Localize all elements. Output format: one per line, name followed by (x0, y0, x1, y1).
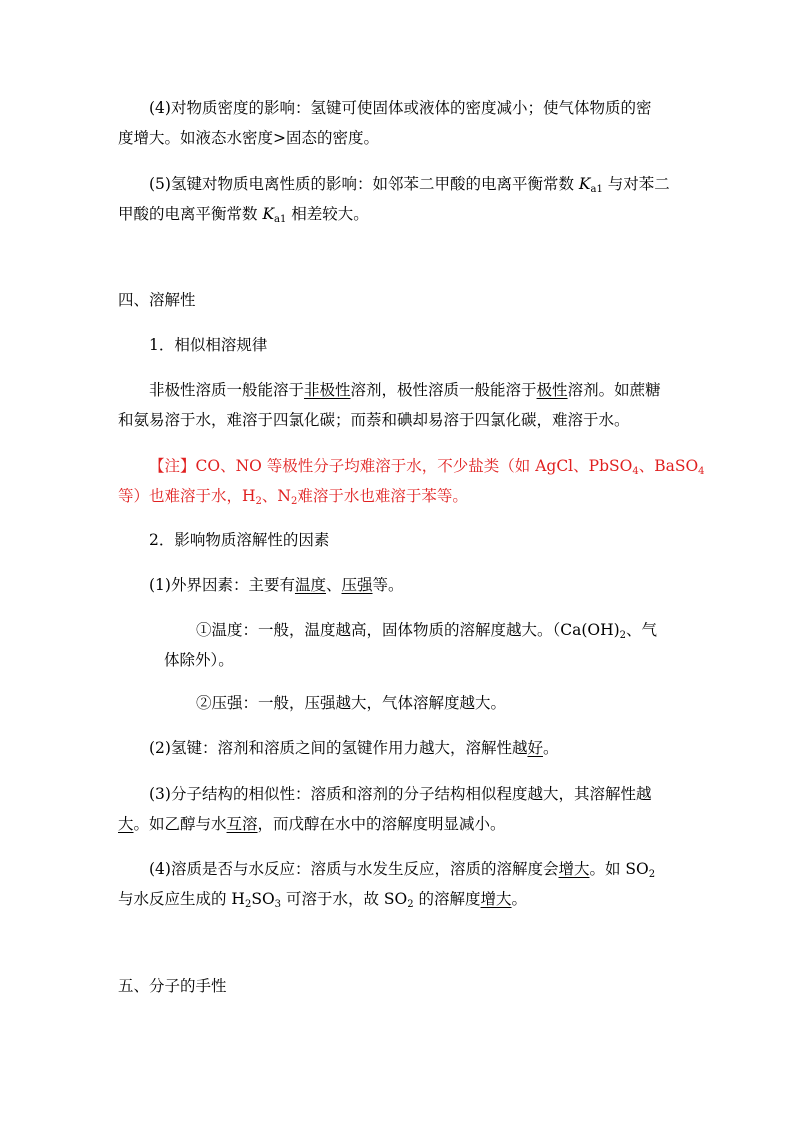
factor-structure-line2 (118, 814, 506, 834)
underlined-answer: 增大 (558, 860, 590, 878)
underlined-answer: 好 (527, 739, 543, 757)
heading-text: 四、溶解性 (118, 291, 196, 309)
heading-text: 2．影响物质溶解性的因素 (149, 531, 330, 549)
underlined-answer: 增大 (480, 890, 512, 908)
subheading-like-dissolves-like (149, 335, 267, 355)
subscript: 2 (255, 496, 262, 507)
text: 等）也难溶于水，H (118, 487, 256, 505)
text: 、气 (626, 621, 658, 639)
text: 、BaSO (638, 457, 699, 475)
paragraph-density-line2 (118, 128, 379, 148)
text: (4)溶质是否与水反应：溶质与水发生反应，溶质的溶解度会 (149, 860, 559, 878)
subscript: 2 (290, 496, 298, 507)
text: ①温度：一般，温度越高，固体物质的溶解度越大。（Ca(OH) (196, 621, 620, 639)
note-tag: 【注】 (149, 457, 196, 475)
text: 非极性溶质一般能溶于 (149, 381, 305, 399)
text: CO、NO 等极性分子均难溶于水，不少盐类（如 AgCl、PbSO (195, 457, 633, 475)
constant-symbol: K (262, 205, 275, 223)
underlined-answer: 大 (118, 815, 134, 833)
subscript: 2 (407, 899, 414, 910)
factor-temperature-line1 (196, 620, 657, 646)
factor-structure-line1 (149, 784, 651, 804)
text: (3)分子结构的相似性：溶质和溶剂的分子结构相似程度越大，其溶解性越 (149, 785, 652, 803)
text: 体除外）。 (164, 651, 234, 669)
text: 。 (542, 739, 559, 757)
text: 溶剂，极性溶质一般能溶于 (350, 381, 537, 399)
text: SO (251, 890, 275, 908)
subheading-solubility-factors (149, 530, 329, 550)
note-line2 (118, 486, 468, 512)
text: 。如 SO (589, 860, 649, 878)
paragraph-density-line1 (149, 98, 651, 118)
subscript: a1 (590, 184, 603, 195)
paragraph-similar-line1 (149, 380, 661, 400)
paragraph-ionization-line2 (118, 204, 369, 230)
subscript: a1 (274, 214, 287, 225)
text: ，而戊醇在水中的溶解度明显减小。 (257, 815, 506, 833)
text: (1)外界因素：主要有 (149, 576, 295, 594)
paragraph-ionization-line1 (149, 174, 670, 200)
factor-pressure (196, 693, 506, 713)
text: 与对苯二 (602, 175, 670, 193)
text: 难溶于水也难溶于苯等。 (297, 487, 468, 505)
text: ②压强：一般，压强越大，气体溶解度越大。 (196, 694, 507, 712)
text: 。 (511, 890, 528, 908)
subscript: 4 (698, 466, 705, 477)
section-heading-solubility (118, 290, 196, 310)
text: 甲酸的电离平衡常数 (118, 205, 263, 223)
text: 等。 (372, 576, 404, 594)
heading-text: 五、分子的手性 (118, 977, 227, 995)
factor-temperature-line2 (164, 650, 234, 670)
underlined-answer: 压强 (341, 576, 373, 594)
text: 可溶于水，故 SO (281, 890, 408, 908)
text: 和氨易溶于水，难溶于四氯化碳；而萘和碘却易溶于四氯化碳，难溶于水。 (118, 411, 630, 429)
note-line1 (149, 456, 705, 482)
underlined-answer: 温度 (294, 576, 326, 594)
text: 、 (325, 576, 342, 594)
factor-hydrogen-bond (149, 738, 559, 758)
heading-text: 1．相似相溶规律 (149, 336, 268, 354)
subscript: 2 (244, 899, 252, 910)
subscript: 3 (274, 899, 282, 910)
factor-external (149, 575, 404, 595)
text: 度增大。如液态水密度>固态的密度。 (118, 129, 379, 147)
subscript: 2 (648, 869, 656, 880)
text: (2)氢键：溶剂和溶质之间的氢键作用力越大，溶解性越 (149, 739, 528, 757)
underlined-answer: 极性 (536, 381, 568, 399)
text: 、N (261, 487, 291, 505)
paragraph-similar-line2 (118, 410, 630, 430)
section-heading-chirality (118, 976, 227, 996)
text: 相差较大。 (286, 205, 369, 223)
text: 溶剂。如蔗糖 (567, 381, 661, 399)
text: (5)氢键对物质电离性质的影响：如邻苯二甲酸的电离平衡常数 (149, 175, 579, 193)
constant-symbol: K (578, 175, 591, 193)
text: 。如乙醇与水 (133, 815, 227, 833)
underlined-answer: 非极性 (304, 381, 351, 399)
subscript: 2 (619, 630, 627, 641)
text: 的溶解度 (413, 890, 481, 908)
factor-reaction-line1 (149, 859, 655, 885)
text: (4)对物质密度的影响：氢键可使固体或液体的密度减小；使气体物质的密 (149, 99, 652, 117)
underlined-answer: 互溶 (226, 815, 258, 833)
subscript: 4 (632, 466, 639, 477)
factor-reaction-line2 (118, 889, 527, 915)
text: 与水反应生成的 H (118, 890, 245, 908)
